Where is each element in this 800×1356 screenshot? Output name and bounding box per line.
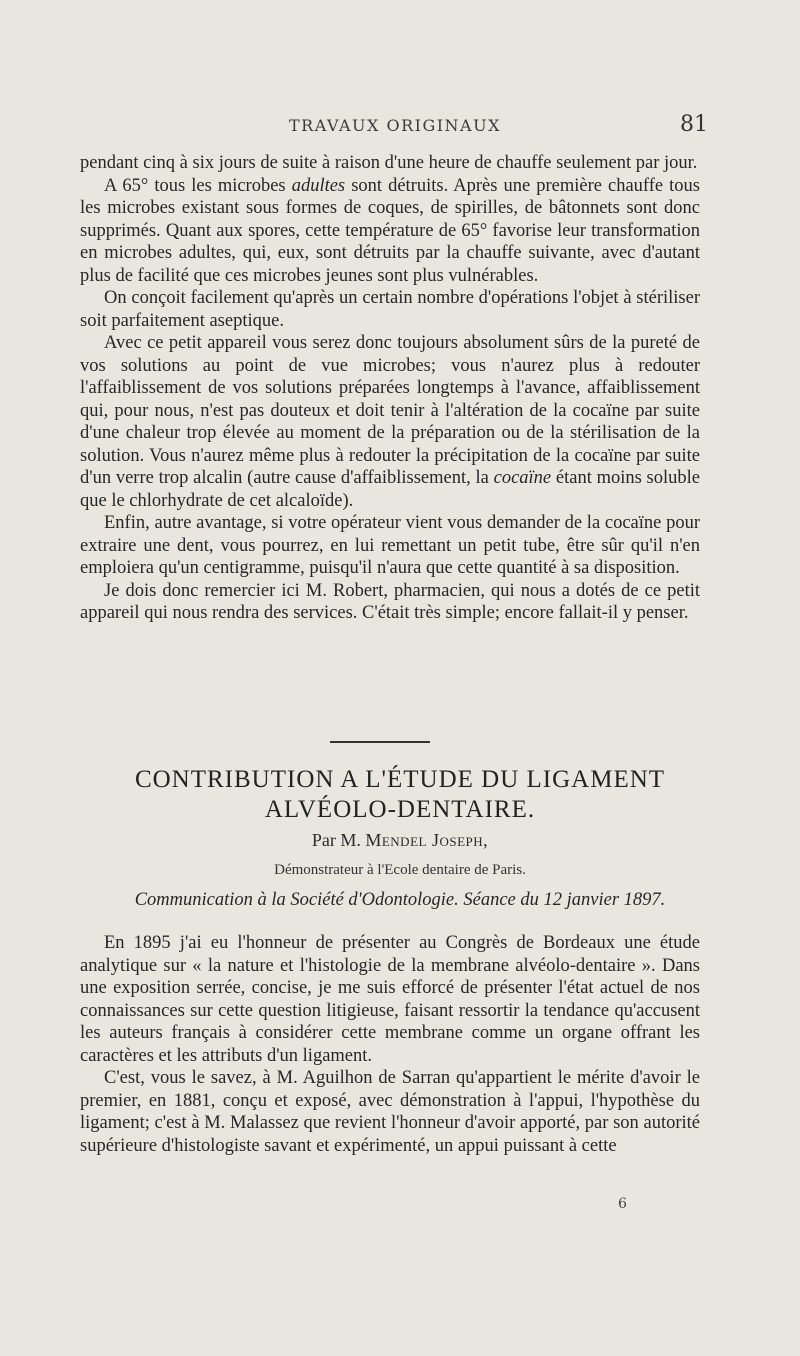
byline-prefix: Par M. [311,830,366,850]
paragraph: Je dois donc remercier ici M. Robert, pharmacien, qui nous a dotés de ce petit appareil qui nous rendra des services. C'était très simple; encore fallait-il y penser. [80,580,700,623]
article-title-line-2: ALVÉOLO-DENTAIRE. [264,796,536,823]
author-name: Mendel Joseph, [365,830,489,850]
running-header [80,112,710,142]
text-run: étant moins soluble que le chlorhydrate de cet alcaloïde). [80,468,700,511]
paragraph: On conçoit facilement qu'après un certain nombre d'opérations l'objet à stériliser soit parfaitement aseptique. [80,288,700,331]
author-affiliation: Démonstrateur à l'Ecole dentaire de Paris. [274,862,526,878]
byline [80,830,720,851]
text-run: Avec ce petit appareil vous serez donc toujours absolument sûrs de la pureté de vos solutions au point de vue microbes; vous n'aurez plus à redouter l'affaiblissement de vos solutions préparées longtemps à l'avance, affaiblissement qui, pour nous, n'est pas douteux et doit tenir à l'altération de la cocaïne par suite d'une chaleur trop élevée au moment de la préparation ou de la stérilisation de la solution. Vous n'aurez même plus à redouter la précipitation de la cocaïne par suite d'un verre trop alcalin (autre cause d'affaiblissement, la [80,333,700,488]
section-divider [330,741,430,743]
paragraph: En 1895 j'ai eu l'honneur de présenter au Congrès de Bordeaux une étude analytique sur « la nature et l'histologie de la membrane alvéolo-dentaire ». Dans une exposition serrée, concise, je me suis efforcé de présenter l'état actuel de nos connaissances sur cette question litigieuse, faisant ressortir la tendance qu'accusent les auteurs français à considérer cette membrane comme un organe offrant les caractères et les attributs d'un ligament. [80,933,700,1066]
paragraph: C'est, vous le savez, à M. Aguilhon de Sarran qu'appartient le mérite d'avoir le premier, en 1881, conçu et exposé, avec démonstration à l'appui, l'hypothèse du ligament; c'est à M. Malassez que revient l'honneur d'avoir apporté, par son autorité supérieure d'histologiste savant et expérimenté, un appui puissant à cette [80,1068,700,1156]
paragraph [80,175,700,288]
text-run: sont détruits. Après une première chauffe tous les microbes existant sous formes de coques, de spirilles, de bâtonnets sont donc supprimés. Quant aux spores, cette température de 65° favorise leur transformation en microbes adultes, qui, eux, sont détruits par la chauffe suivante, avec d'autant plus de facilité que ces microbes jeunes sont plus vulnérables. [80,175,700,286]
text-run: A 65° tous les microbes [104,175,292,196]
paragraph [80,332,700,512]
italic-text: adultes [291,175,346,196]
running-title: TRAVAUX ORIGINAUX [289,116,501,135]
body-text-bottom [80,932,700,1157]
page-number: 81 [680,112,708,137]
paragraph: Enfin, autre avantage, si votre opérateur vient vous demander de la cocaïne pour extraire une dent, vous pourrez, en lui remettant un petit tube, être sûr qu'il n'en emploiera qu'un centigramme, puisqu'il n'aura que cette quantité à sa disposition. [80,513,700,578]
communication-note: Communication à la Société d'Odontologie. Séance du 12 janvier 1897. [134,890,666,910]
body-text-top [80,152,700,625]
article-title-line-1: CONTRIBUTION A L'ÉTUDE DU LIGAMENT [134,766,666,793]
signature-mark: 6 [618,1196,627,1212]
paragraph: pendant cinq à six jours de suite à raison d'une heure de chauffe seulement par jour. [80,153,698,173]
italic-text: cocaïne [493,468,552,488]
